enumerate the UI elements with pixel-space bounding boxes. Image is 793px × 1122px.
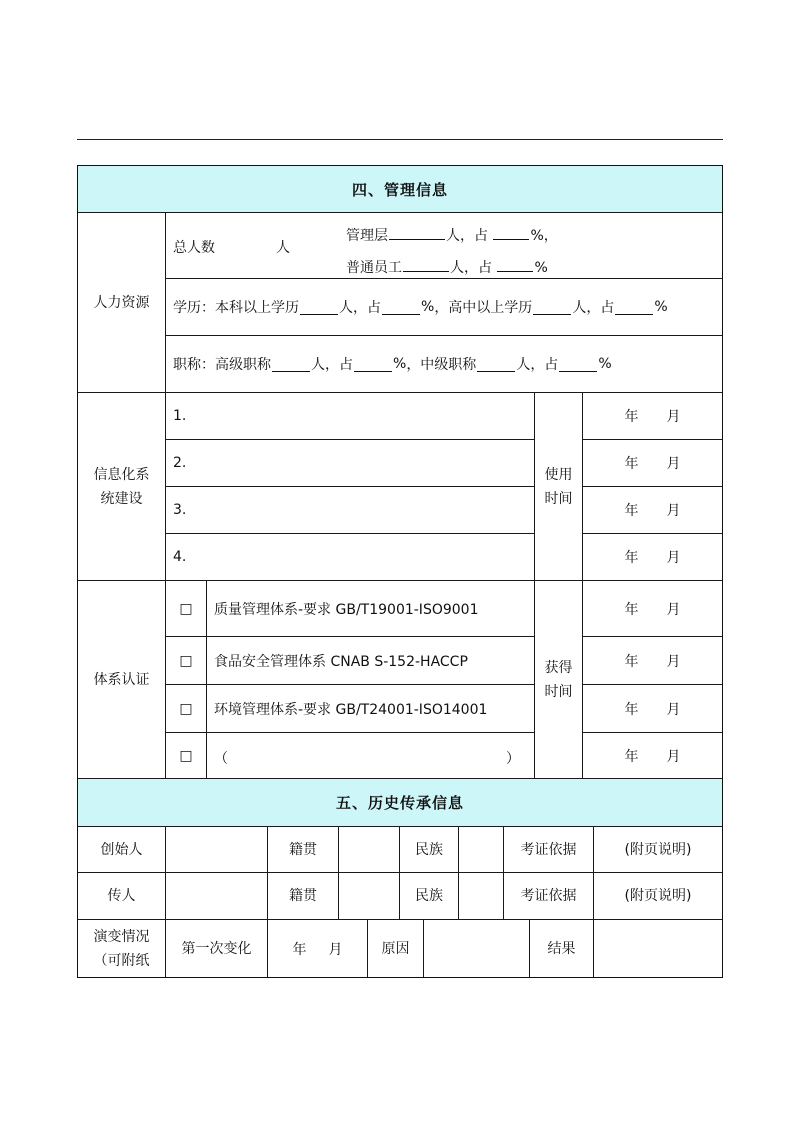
ethnic-label: 民族 [415,888,443,904]
year-label: 年 [624,701,639,718]
cert-date-3[interactable] [582,684,723,733]
section-5-title: 五、历史传承信息 [335,794,464,812]
evolution-label-1: 演变情况 [93,928,150,945]
evidence-label: 考证依据 [520,841,577,858]
section-4-title: 四、管理信息 [351,180,448,199]
title-zhan-1: ，占 [325,357,353,373]
mgmt-count-blank[interactable] [389,225,445,240]
use-time-label-2: 时间 [544,490,573,507]
year-label: 年 [624,748,639,765]
year-label: 年 [292,941,307,958]
founder-native-value[interactable] [338,826,400,873]
checkbox-icon: □ [179,700,193,717]
info-item-4[interactable] [165,533,535,581]
year-label: 年 [624,456,639,472]
month-label: 月 [666,456,681,472]
heir-ethnic-value[interactable] [458,872,504,920]
reason-label-cell [367,919,424,978]
mgmt-pct-blank[interactable] [493,225,529,240]
info-item-3[interactable] [165,486,535,534]
year-label: 年 [624,601,639,618]
founder-ethnic-label-cell [399,826,459,873]
mgmt-zhan: ，占 [460,228,488,244]
info-date-3[interactable] [582,486,723,534]
info-item-4-num: 4. [173,549,187,565]
founder-native-label-cell [267,826,339,873]
first-change-label-cell [165,919,268,978]
title-senior-blank[interactable] [272,357,310,372]
mgmt-label: 管理层 [346,228,388,244]
cert-date-2[interactable] [582,636,723,685]
edu-unit-1: 人 [339,300,353,316]
close-paren: ） [506,751,520,767]
founder-evidence-label-cell [503,826,594,873]
info-item-3-num: 3. [173,502,187,518]
title-label: 职称：高级职称 [173,357,271,373]
staff-unit: 人 [450,260,464,276]
heir-native-value[interactable] [338,872,400,920]
get-time-label-cell [534,580,583,779]
info-date-1[interactable] [582,392,723,440]
founder-label: 创始人 [100,841,143,858]
first-change-date[interactable] [267,919,368,978]
native-label: 籍贯 [289,888,317,904]
checkbox-icon: □ [179,600,193,617]
founder-appendix-cell[interactable] [593,826,723,873]
staff-line [346,257,548,277]
month-label: 月 [666,748,681,765]
section-5-header [77,778,723,827]
cert-item-3 [206,684,535,733]
info-date-4[interactable] [582,533,723,581]
evolution-label-2: （可附纸 [93,952,150,969]
edu-high-blank[interactable] [533,300,571,315]
title-mid-blank[interactable] [477,357,515,372]
year-label: 年 [624,653,639,670]
edu-pct-1: % [421,299,435,315]
title-unit-2: 人 [516,357,531,373]
use-time-label-cell [534,392,583,581]
cert-checkbox-3[interactable] [165,684,207,733]
edu-bach-blank[interactable] [300,300,338,315]
checkbox-icon: □ [179,652,193,669]
title-senior-pct-blank[interactable] [354,357,392,372]
staff-pct: % [534,260,548,276]
month-label: 月 [328,941,343,958]
result-label: 结果 [547,940,576,957]
edu-label: 学历：本科以上学历 [173,300,299,316]
info-date-2[interactable] [582,439,723,487]
cert-label: 体系认证 [93,671,150,688]
staff-pct-blank[interactable] [497,257,533,272]
info-item-1-num: 1. [173,408,187,424]
cert-label-cell [77,580,166,779]
cert-item-1-text: 质量管理体系-要求 GB/T19001-ISO9001 [214,601,479,618]
heir-label: 传人 [107,888,136,904]
heir-value[interactable] [165,872,268,920]
cert-checkbox-4[interactable] [165,732,207,779]
staff-zhan: ，占 [464,260,492,276]
heir-ethnic-label-cell [399,872,459,920]
info-label-2: 统建设 [100,490,143,507]
hr-title-row [165,335,723,393]
first-change-label: 第一次变化 [181,940,252,957]
info-label-cell [77,392,166,581]
open-paren: （ [214,751,228,767]
founder-value[interactable] [165,826,268,873]
reason-label: 原因 [381,940,410,957]
year-label: 年 [624,409,639,425]
founder-ethnic-value[interactable] [458,826,504,873]
staff-label: 普通员工 [346,260,402,276]
section-4-header [77,165,723,213]
month-label: 月 [666,409,681,425]
info-item-1[interactable] [165,392,535,440]
title-mid-pct-blank[interactable] [559,357,597,372]
edu-bach-pct-blank[interactable] [382,300,420,315]
title-unit-1: 人 [311,357,325,373]
cert-item-other[interactable] [206,732,535,779]
title-mid-label: ，中级职称 [406,357,477,373]
get-time-label-2: 时间 [544,683,573,700]
founder-label-cell [77,826,166,873]
cert-date-1[interactable] [582,580,723,637]
hr-label: 人力资源 [93,294,150,311]
cert-item-1 [206,580,535,637]
evolution-label-cell [77,919,166,978]
result-label-cell [529,919,594,978]
use-time-label-1: 使用 [544,466,573,483]
cert-item-3-text: 环境管理体系-要求 GB/T24001-ISO14001 [214,701,488,718]
title-pct-2: % [598,356,612,372]
month-label: 月 [666,503,681,519]
ethnic-label: 民族 [415,841,443,858]
cert-item-2-text: 食品安全管理体系 CNAB S-152-HACCP [214,653,468,670]
staff-count-blank[interactable] [403,257,449,272]
total-unit: 人 [276,240,290,256]
result-value[interactable] [593,919,723,978]
checkbox-icon: □ [179,747,193,764]
edu-zhan-2: ，占 [586,300,615,316]
year-label: 年 [624,503,639,519]
month-label: 月 [666,550,681,566]
heir-appendix-cell[interactable] [593,872,723,920]
info-label-1: 信息化系 [93,466,150,483]
heir-native-label-cell [267,872,339,920]
mgmt-pct: %， [530,228,558,244]
title-zhan-2: ，占 [530,357,559,373]
hr-label-cell [77,212,166,393]
info-item-2-num: 2. [173,455,187,471]
hr-total-row [165,212,723,279]
reason-value[interactable] [423,919,530,978]
edu-unit-2: 人 [572,300,587,316]
heir-label-cell [77,872,166,920]
month-label: 月 [666,701,681,718]
get-time-label-1: 获得 [544,659,573,676]
edu-high-label: ，高中以上学历 [434,300,533,316]
mgmt-unit: 人 [446,228,460,244]
native-label: 籍贯 [289,841,317,858]
cert-checkbox-2[interactable] [165,636,207,685]
year-label: 年 [624,550,639,566]
mgmt-line [346,225,558,245]
cert-checkbox-1[interactable] [165,580,207,637]
edu-high-pct-blank[interactable] [615,300,653,315]
evidence-label: 考证依据 [520,888,577,904]
hr-edu-row [165,278,723,336]
cert-item-2 [206,636,535,685]
top-rule [77,139,723,140]
info-item-2[interactable] [165,439,535,487]
cert-date-4[interactable] [582,732,723,779]
edu-pct-2: % [654,299,668,315]
month-label: 月 [666,601,681,618]
edu-zhan-1: ，占 [353,300,381,316]
total-label: 总人数 [173,240,215,256]
title-pct-1: % [393,356,407,372]
appendix-note: (附页说明) [624,888,692,904]
heir-evidence-label-cell [503,872,594,920]
month-label: 月 [666,653,681,670]
appendix-note: (附页说明) [624,841,692,858]
